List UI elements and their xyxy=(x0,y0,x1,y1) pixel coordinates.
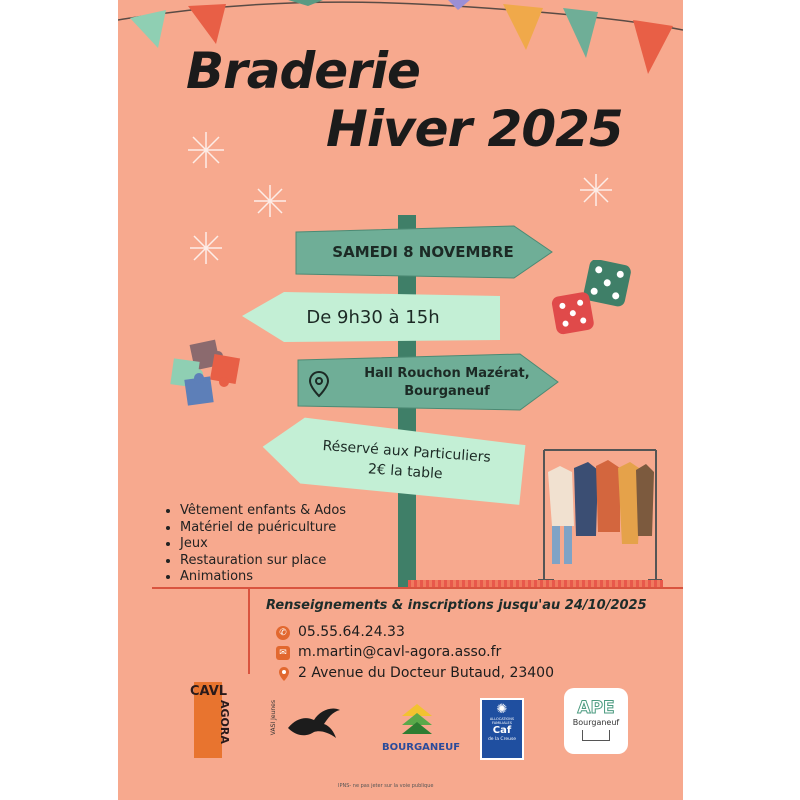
email-icon: ✉ xyxy=(276,646,290,660)
bunting-flag xyxy=(448,0,470,10)
sign-venue xyxy=(294,352,560,414)
sign-reserved-line1: Réservé aux Particuliers xyxy=(322,438,492,466)
sign-hours-text: De 9h30 à 15h xyxy=(306,306,440,328)
poster-title-line1: Braderie xyxy=(186,42,420,100)
puzzle-illustration xyxy=(168,338,248,410)
bourganeuf-label: BOURGANEUF xyxy=(382,742,461,753)
agora-logo-side: AGORA xyxy=(218,700,231,744)
bunting-flag xyxy=(633,20,673,74)
footnote: IPNS- ne pas jeter sur la voie publique xyxy=(338,783,434,789)
snowflake-icon xyxy=(188,230,224,266)
snowflake-icon xyxy=(186,130,226,170)
contact-address: 2 Avenue du Docteur Butaud, 23400 xyxy=(298,665,554,681)
partner-logos xyxy=(118,670,683,780)
list-item: • Matériel de puériculture xyxy=(180,520,346,537)
snowflake-icon xyxy=(578,172,614,208)
bunting-flag xyxy=(563,8,598,58)
bunting-flag xyxy=(188,4,226,44)
ape-logo xyxy=(564,688,628,754)
sign-date xyxy=(292,224,554,280)
section-divider xyxy=(152,587,683,589)
phone-icon: ✆ xyxy=(276,626,290,640)
caf-line2: Caf xyxy=(492,725,512,736)
section-vertical-divider xyxy=(248,589,250,674)
bunting-flag xyxy=(503,4,543,50)
sign-venue-line1: Hall Rouchon Mazérat, xyxy=(364,366,530,381)
ape-logo-top: APE xyxy=(577,698,615,718)
location-pin-icon xyxy=(308,370,330,398)
caf-line1: ALLOCATIONS FAMILIALES xyxy=(489,717,515,725)
agora-logo xyxy=(188,678,238,758)
contact-email: m.martin@cavl-agora.asso.fr xyxy=(298,644,502,660)
snowflake-icon xyxy=(252,183,288,219)
agora-logo-top: CAVL xyxy=(190,684,228,699)
vasi-label: VASI Jeunes xyxy=(270,700,277,736)
sign-venue-line2: Bourganeuf xyxy=(404,384,490,399)
bourganeuf-logo xyxy=(400,702,434,736)
dice-illustration xyxy=(550,260,640,340)
ape-logo-bottom: Bourganeuf xyxy=(572,718,620,727)
poster-title-line2: Hiver 2025 xyxy=(326,100,623,158)
sign-reserved xyxy=(259,411,528,511)
contact-phone: 05.55.64.24.33 xyxy=(298,624,405,640)
sign-reserved-line2: 2€ la table xyxy=(367,461,444,483)
clothes-rack-illustration xyxy=(538,446,663,586)
sign-hours xyxy=(242,290,504,344)
bunting-flag xyxy=(130,10,166,48)
caf-line3: de la Creuse xyxy=(487,737,517,742)
info-heading: Renseignements & inscriptions jusqu'au 24/10/2025 xyxy=(266,598,647,613)
list-item: • Jeux xyxy=(180,536,346,553)
list-item: • Restauration sur place xyxy=(180,553,346,570)
sign-date-text: SAMEDI 8 NOVEMBRE xyxy=(332,243,514,261)
poster xyxy=(118,0,683,800)
features-list xyxy=(162,503,346,586)
list-item: • Animations xyxy=(180,569,346,586)
vasi-jeunes-logo xyxy=(284,700,344,742)
caf-logo: ✺ ALLOCATIONS FAMILIALES Caf de la Creuse xyxy=(480,698,524,760)
list-item: • Vêtement enfants & Ados xyxy=(180,503,346,520)
